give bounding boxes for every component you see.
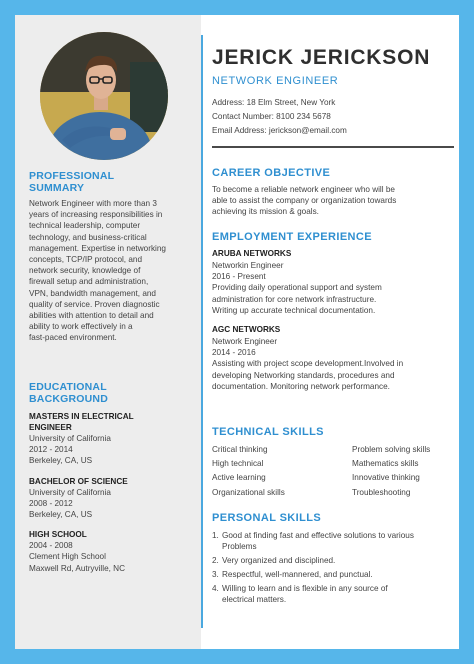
summary-line: concepts, TCP/IP protocol, and: [29, 255, 143, 265]
objective-line: able to assist the company or organization towards: [212, 196, 397, 206]
summary-line: management. Expertise in networking: [29, 243, 166, 253]
degree: MASTERS IN ELECTRICAL: [29, 412, 134, 421]
role: Network Engineer: [212, 337, 278, 347]
skill-item: Organizational skills: [212, 487, 285, 497]
summary-line: Network Engineer with more than 3: [29, 199, 157, 208]
item-number: 4.: [212, 584, 219, 593]
education-entry: [29, 411, 195, 467]
degree: BACHELOR OF SCIENCE: [29, 476, 128, 486]
school: Clement High School: [29, 552, 106, 562]
item-line: Problems: [222, 542, 257, 551]
objective-line: achieving its mission & goals.: [212, 207, 319, 217]
job-entry: [212, 248, 452, 316]
candidate-name: JERICK JERICKSON: [212, 46, 431, 69]
summary-line: quality of service. Proven diagnostic: [29, 299, 160, 309]
job-line: Providing daily operational support and system: [212, 283, 382, 293]
company: AGC NETWORKS: [212, 325, 281, 335]
header-block: [212, 46, 452, 148]
email-address: Email Address: jerickson@email.com: [212, 126, 347, 135]
location: Berkeley, CA, US: [29, 510, 93, 520]
left-sidebar: [15, 15, 201, 649]
technical-skills-grid: [212, 444, 452, 498]
job-line: Assisting with project scope development.Involved in: [212, 359, 404, 369]
skill-item: Active learning: [212, 473, 266, 483]
job-line: documentation. Monitoring network performance.: [212, 381, 390, 391]
role: Networkin Engineer: [212, 261, 284, 270]
objective-heading: CAREER OBJECTIVE: [212, 167, 331, 179]
personal-skills-list: [212, 530, 452, 605]
degree: ENGINEER: [29, 423, 72, 432]
skill-item: Troubleshooting: [352, 487, 411, 497]
item-text: Very organized and disciplined.: [222, 556, 336, 565]
summary-section: [29, 170, 195, 344]
summary-line: technical leadership, computer: [29, 221, 141, 231]
summary-line: ability to work effectively in a: [29, 322, 133, 332]
technical-skills-section: [212, 426, 452, 498]
list-item: [212, 583, 452, 605]
list-item: [212, 555, 452, 566]
years: 2012 - 2014: [29, 445, 73, 455]
item-line: electrical matters.: [222, 595, 287, 604]
item-line: Willing to learn and is flexible in any source of: [222, 584, 388, 593]
header-rule: [212, 146, 454, 148]
item-number: 3.: [212, 570, 219, 579]
years: 2004 - 2008: [29, 541, 73, 551]
summary-line: firewall setup and administration,: [29, 277, 149, 287]
item-text: Respectful, well-mannered, and punctual.: [222, 570, 373, 579]
education-entry: [29, 476, 195, 521]
profile-photo: [40, 32, 168, 160]
item-number: 2.: [212, 556, 219, 565]
objective-section: [212, 167, 452, 218]
summary-heading-line2: SUMMARY: [29, 182, 85, 194]
list-item: [212, 530, 452, 552]
resume-sheet: [15, 15, 459, 649]
degree: HIGH SCHOOL: [29, 530, 87, 540]
school: University of California: [29, 487, 111, 497]
summary-line: fast-paced environment.: [29, 333, 117, 343]
summary-line: VPN, bandwidth management, and: [29, 288, 156, 298]
skill-item: Problem solving skills: [352, 445, 431, 454]
job-line: Writing up accurate technical documentation.: [212, 305, 376, 315]
objective-line: To become a reliable network engineer who will be: [212, 185, 395, 194]
job-entry: [212, 324, 452, 392]
skill-item: Critical thinking: [212, 445, 268, 454]
personal-heading: PERSONAL SKILLS: [212, 512, 322, 524]
item-number: 1.: [212, 531, 219, 540]
job-line: administration for core network infrastructure.: [212, 294, 377, 304]
personal-skills-section: [212, 512, 452, 608]
list-item: [212, 569, 452, 580]
item-text: [222, 583, 388, 605]
location: Maxwell Rd, Autryville, NC: [29, 563, 125, 573]
period: 2014 - 2016: [212, 348, 256, 358]
summary-heading-line1: PROFESSIONAL: [29, 170, 115, 182]
skill-item: Mathematics skills: [352, 459, 419, 469]
column-divider: [201, 35, 203, 628]
summary-line: years of increasing responsibilities in: [29, 210, 163, 220]
period: 2016 - Present: [212, 272, 266, 282]
education-entry: [29, 529, 195, 574]
years: 2008 - 2012: [29, 498, 73, 508]
education-heading-line2: BACKGROUND: [29, 393, 108, 405]
contact-number: Contact Number: 8100 234 5678: [212, 112, 331, 121]
education-section: [29, 381, 195, 574]
education-heading-line1: EDUCATIONAL: [29, 381, 107, 393]
item-text: [222, 530, 414, 552]
item-line: Good at finding fast and effective solutions to various: [222, 531, 414, 540]
school: University of California: [29, 434, 111, 443]
employment-section: [212, 231, 452, 392]
summary-line: abilities with attention to detail and: [29, 311, 154, 321]
job-line: developing Networking standards, procedures and: [212, 370, 395, 380]
location: Berkeley, CA, US: [29, 456, 93, 466]
summary-line: network security, knowledge of: [29, 266, 141, 276]
skill-item: Innovative thinking: [352, 473, 420, 483]
company: ARUBA NETWORKS: [212, 249, 292, 258]
address: Address: 18 Elm Street, New York: [212, 98, 336, 107]
employment-heading: EMPLOYMENT EXPERIENCE: [212, 231, 372, 243]
job-title: NETWORK ENGINEER: [212, 75, 339, 87]
skill-item: High technical: [212, 459, 264, 469]
summary-line: technology, and business-critical: [29, 232, 147, 242]
technical-heading: TECHNICAL SKILLS: [212, 426, 324, 438]
